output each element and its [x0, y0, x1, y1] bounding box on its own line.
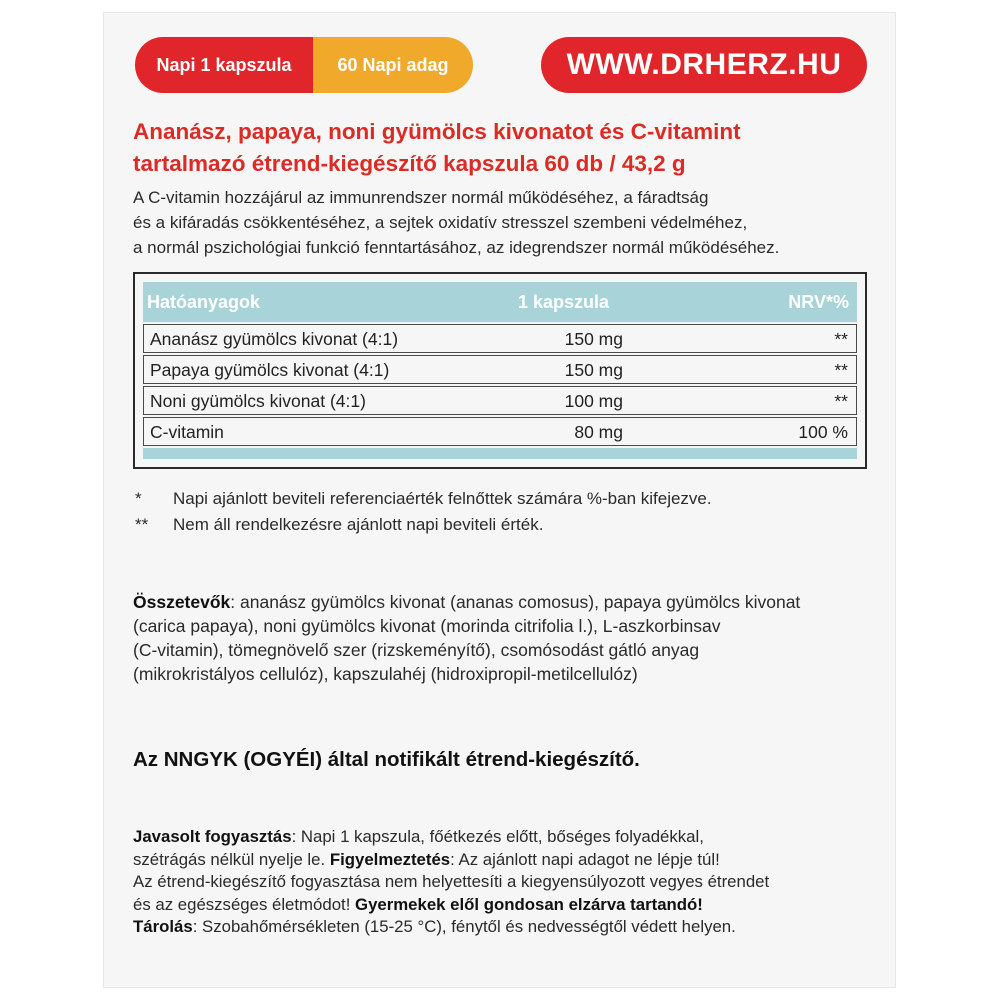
- table-row: [143, 324, 857, 353]
- footnote-text: Napi ajánlott beviteli referenciaérték felnőttek számára %-ban kifejezve.: [173, 489, 712, 508]
- diet-disclaimer: Az étrend-kiegészítő fogyasztása nem helyettesíti a kiegyensúlyozott vegyes étrendet: [133, 872, 770, 891]
- ingredients-text: (carica papaya), noni gyümölcs kivonat (morinda citrifolia l.), L-aszkorbinsav: [133, 616, 721, 636]
- notification-statement: Az NNGYK (OGYÉI) által notifikált étrend-kiegészítő.: [133, 748, 640, 771]
- header-per-capsule: 1 kapszula: [518, 292, 610, 312]
- ingredient-amount: 150 mg: [564, 329, 623, 349]
- health-claim-line: A C-vitamin hozzájárul az immunrendszer normál működéséhez, a fáradtság: [133, 188, 709, 207]
- ingredient-nrv: 100 %: [798, 422, 848, 442]
- storage-text: : Szobahőmérsékleten (15-25 °C), fénytől és nedvességtől védett helyen.: [192, 917, 736, 936]
- ingredient-name: Ananász gyümölcs kivonat (4:1): [150, 329, 399, 349]
- health-claim-line: és a kifáradás csökkentéséhez, a sejtek oxidatív stresszel szembeni védelméhez,: [133, 213, 748, 232]
- storage-label: Tárolás: [133, 917, 193, 936]
- ingredients-section: [133, 590, 878, 686]
- ingredient-name: Papaya gyümölcs kivonat (4:1): [150, 360, 390, 380]
- ingredients-text: (mikrokristályos cellulóz), kapszulahéj (hidroxipropil-metilcellulóz): [133, 664, 638, 684]
- product-title-line: tartalmazó étrend-kiegészítő kapszula 60 db / 43,2 g: [133, 151, 686, 176]
- ingredient-amount: 100 mg: [564, 391, 623, 411]
- footnote-mark: *: [135, 489, 142, 508]
- ingredients-label: Összetevők: [133, 592, 231, 612]
- children-warning: Gyermekek elől gondosan elzárva tartandó!: [355, 894, 703, 914]
- footnote-mark: **: [135, 515, 149, 534]
- health-claim-line: a normál pszichológiai funkció fenntartásához, az idegrendszer normál működéséhez.: [133, 238, 780, 257]
- ingredient-nrv: **: [834, 360, 848, 380]
- ingredient-name: Noni gyümölcs kivonat (4:1): [150, 391, 366, 411]
- table-row: [143, 386, 857, 415]
- footnotes: [135, 486, 875, 538]
- table-footer-bar: [143, 448, 857, 459]
- usage-section: [133, 826, 878, 939]
- ingredient-nrv: **: [834, 391, 848, 411]
- ingredient-nrv: **: [834, 329, 848, 349]
- footnote: [135, 486, 875, 512]
- table-row: [143, 355, 857, 384]
- daily-amount-badge: 60 Napi adag: [313, 37, 473, 93]
- product-title: [133, 116, 873, 180]
- daily-dose-badge: Napi 1 kapszula: [135, 37, 313, 93]
- health-claim: [133, 185, 873, 260]
- usage-text: : Napi 1 kapszula, főétkezés előtt, bőséges folyadékkal,: [291, 827, 704, 846]
- dosage-badge: [135, 37, 473, 93]
- ingredient-amount: 150 mg: [564, 360, 623, 380]
- website-badge: WWW.DRHERZ.HU: [541, 37, 867, 93]
- footnote-text: Nem áll rendelkezésre ajánlott napi beviteli érték.: [173, 515, 544, 534]
- usage-label: Javasolt fogyasztás: [133, 827, 292, 846]
- ingredient-amount: 80 mg: [574, 422, 623, 442]
- ingredients-text: (C-vitamin), tömegnövelő szer (rizskeményítő), csomósodást gátló anyag: [133, 640, 700, 660]
- header-active-ingredients: Hatóanyagok: [147, 292, 261, 312]
- nutrition-table: [133, 272, 867, 469]
- warning-label: Figyelmeztetés: [329, 849, 451, 869]
- footnote: [135, 512, 875, 538]
- header-nrv: NRV*%: [788, 292, 849, 312]
- warning-text: : Az ajánlott napi adagot ne lépje túl!: [450, 849, 720, 869]
- usage-text: szétrágás nélkül nyelje le.: [133, 849, 330, 869]
- ingredient-name: C-vitamin: [150, 422, 224, 442]
- diet-disclaimer: és az egészséges életmódot!: [133, 894, 356, 914]
- ingredients-text: : ananász gyümölcs kivonat (ananas comosus), papaya gyümölcs kivonat: [230, 592, 801, 612]
- table-row: [143, 417, 857, 446]
- product-title-line: Ananász, papaya, noni gyümölcs kivonatot és C-vitamint: [133, 119, 741, 144]
- table-header: [143, 282, 857, 322]
